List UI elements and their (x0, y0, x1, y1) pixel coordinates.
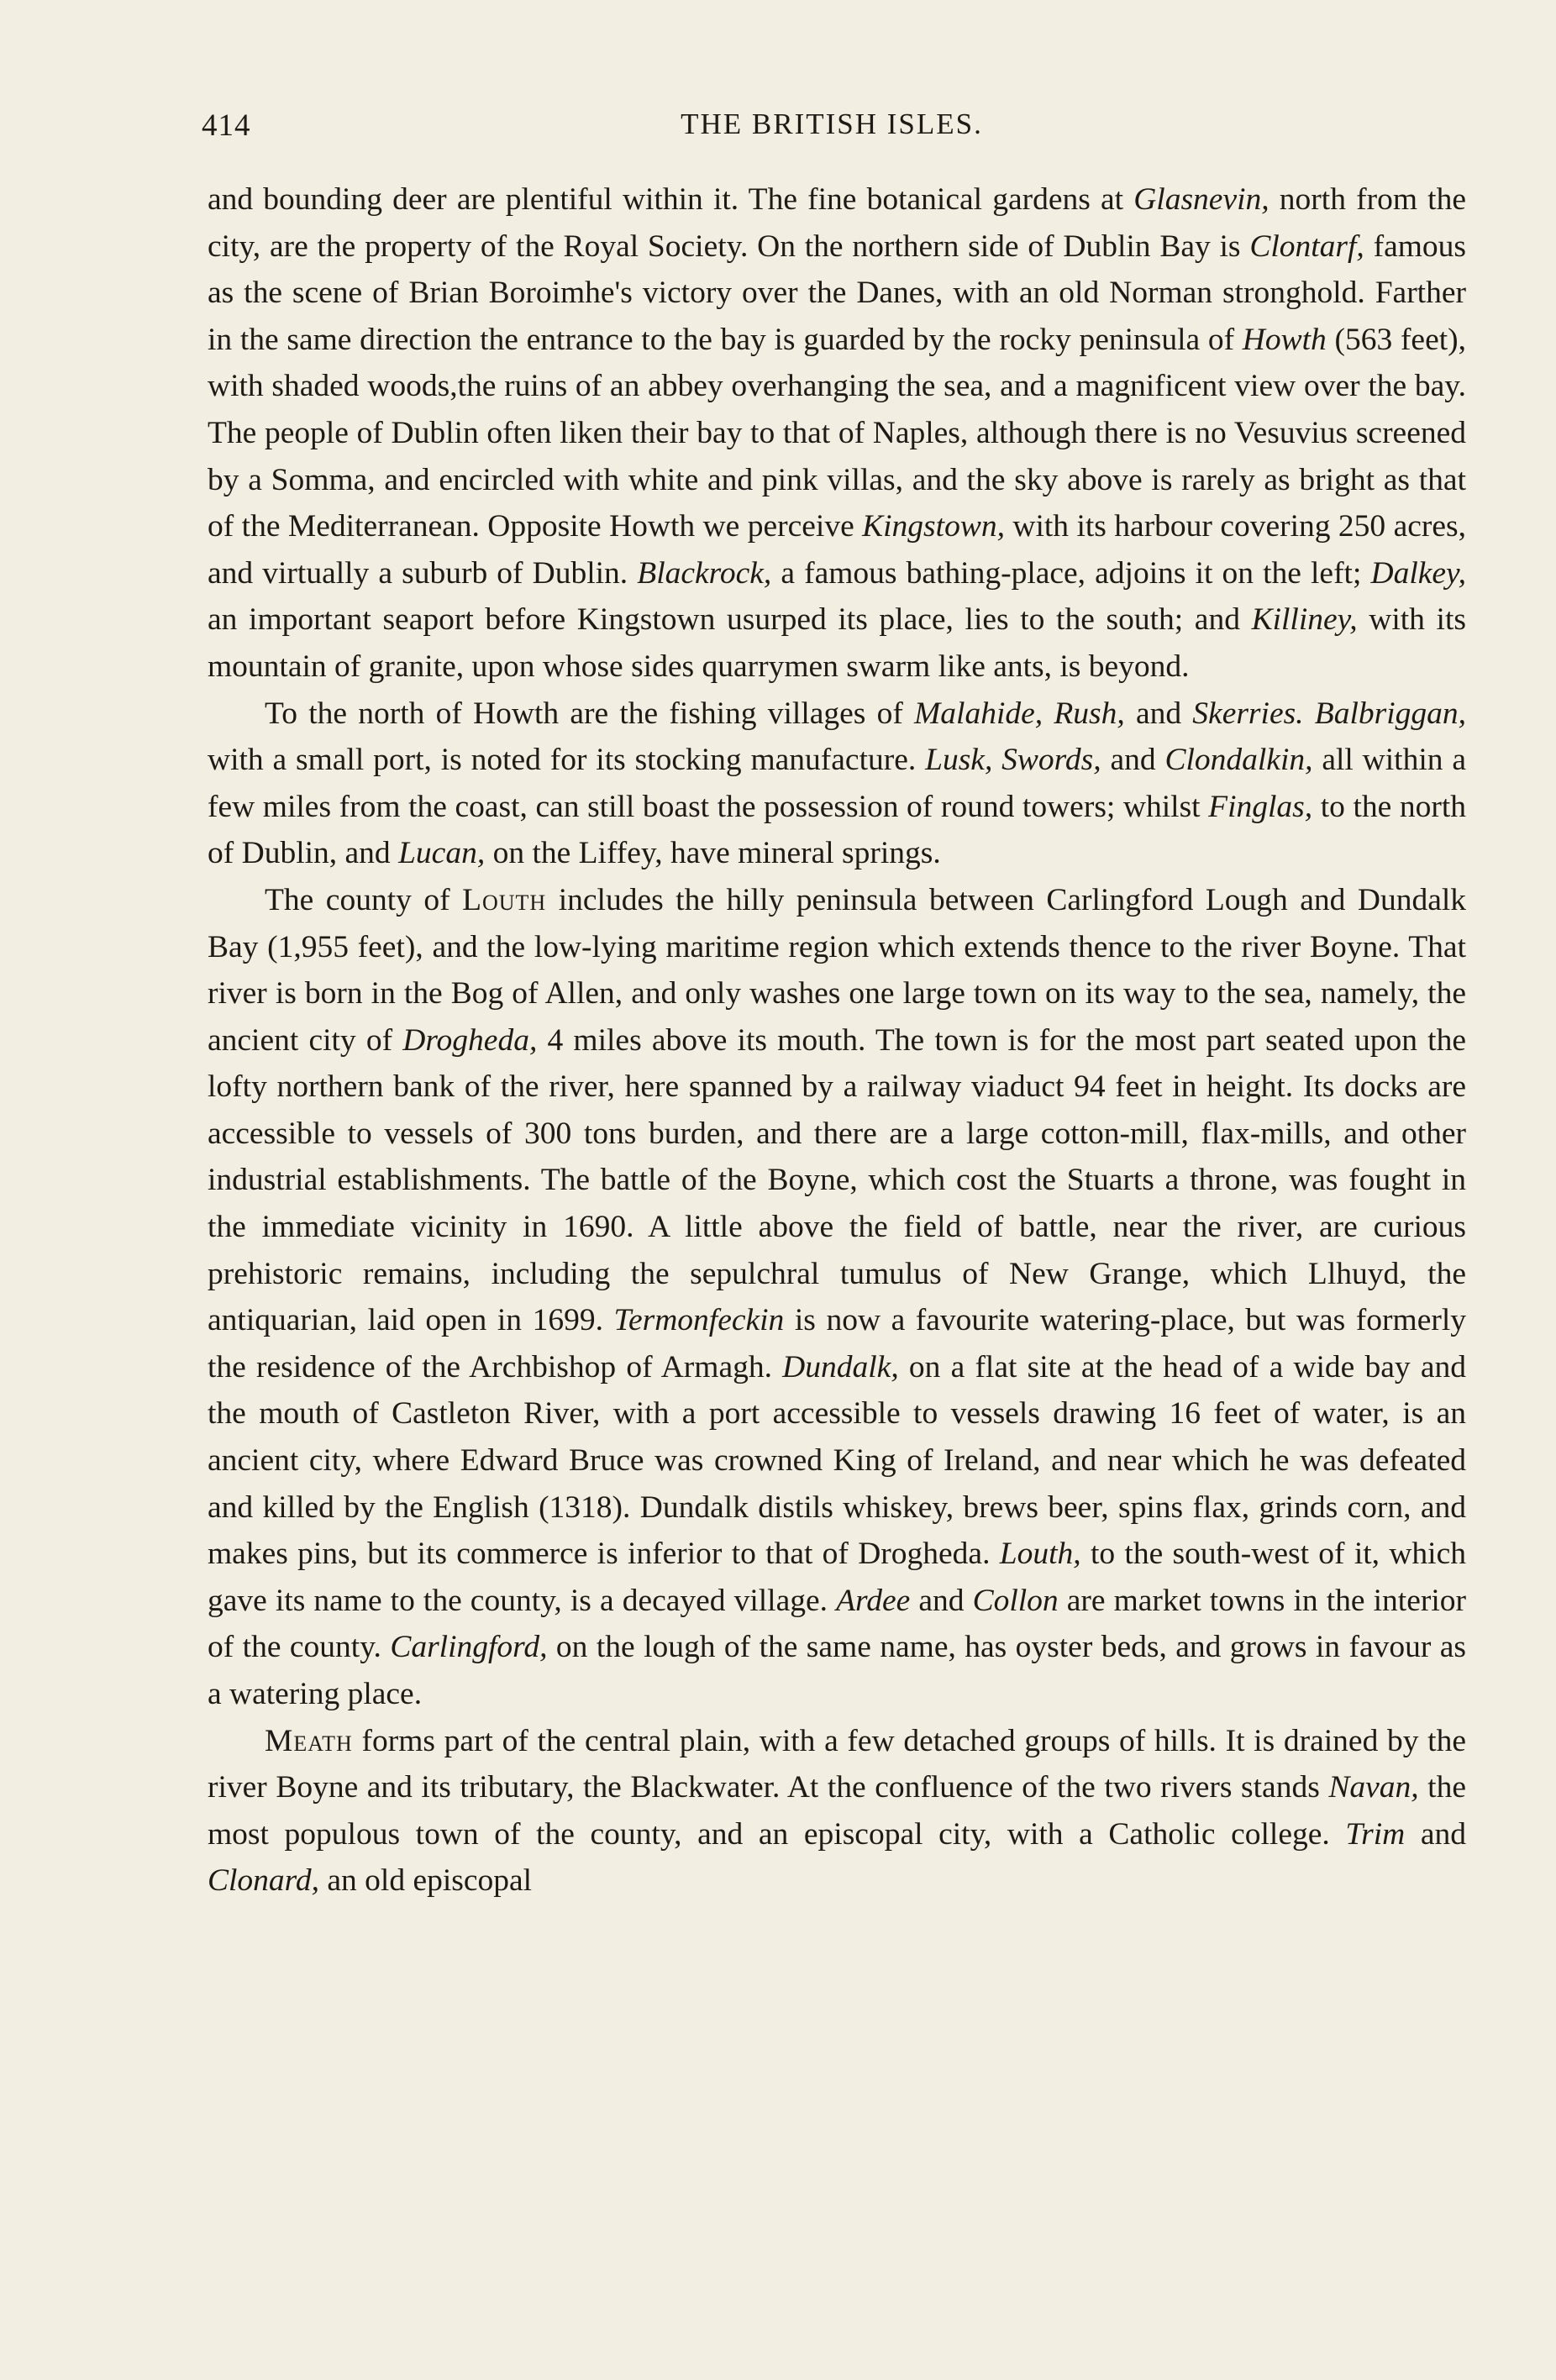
text-run: forms part of the central plain, with a few detached groups of hills. It is drained by the river Boyne and its tributary, the Blackwater. At the confluence of the two rivers stands (208, 1723, 1466, 1805)
text-run: The county of (265, 882, 463, 917)
text-run: famous as the scene of Brian Boroimhe's victory over the Danes, with an old Norman stronghold. Farther in the same direction the entrance to the bay is guarded by the rocky peninsula of (208, 229, 1466, 357)
text-run: to the south-west of it, which gave its name to the county, is a decayed village. (208, 1537, 1466, 1618)
text-run (1304, 696, 1315, 731)
text-run: and bounding deer are plentiful within it. The fine botanical gardens at (208, 182, 1134, 217)
text-run: includes the hilly peninsula between Carlingford Lough and Dundalk Bay (1,955 feet), and the low-lying maritime region which extends thence to the river Boyne. That river is born in the Bog of Allen, and only washes one large town on its way to the sea, namely, the ancient city of (208, 882, 1467, 1058)
county-name-small-caps: Meath (265, 1723, 353, 1758)
paragraph-dublin-bay (208, 176, 1466, 691)
italic-place-name: Clondalkin, (1164, 743, 1313, 778)
italic-place-name: Clonard, (208, 1863, 320, 1899)
text-run: north from the city, are the property of the Royal Society. On the northern side of Dublin Bay is (208, 182, 1466, 264)
text-run: and (1101, 743, 1165, 778)
italic-place-name: Carlingford, (390, 1630, 548, 1665)
italic-place-name: Finglas, (1208, 789, 1313, 824)
text-run: on the lough of the same name, has oyster beds, and grows in favour as a watering place. (208, 1630, 1466, 1711)
italic-place-name: Louth, (999, 1537, 1081, 1572)
text-run: on the Liffey, have mineral springs. (485, 836, 941, 871)
text-run: an old episcopal (319, 1863, 533, 1899)
italic-place-name: Ardee (836, 1583, 911, 1618)
text-run: and (1405, 1816, 1466, 1852)
paragraph-meath (208, 1718, 1466, 1905)
paragraph-north-of-howth (208, 691, 1466, 877)
page-number: 414 (202, 108, 251, 143)
text-run: and (910, 1583, 973, 1618)
text-run: with a small port, is noted for its stocking manufacture. (208, 743, 926, 778)
italic-place-name: Termonfeckin (613, 1303, 785, 1338)
italic-place-name: Navan, (1328, 1770, 1419, 1805)
italic-place-name: Skerries. (1192, 696, 1304, 731)
italic-place-name: Howth (1242, 322, 1327, 357)
page-header (202, 108, 1462, 150)
italic-place-name: Balbriggan, (1314, 696, 1466, 731)
text-run: is now a favourite watering-place, but was formerly the residence of the Archbishop of Armagh. (208, 1303, 1466, 1384)
text-run: a famous bathing-place, adjoins it on the left; (771, 555, 1371, 591)
text-run: (563 feet), with shaded woods,the ruins of an abbey overhanging the sea, and a magnificent view over the bay. The people of Dublin often liken their bay to that of Naples, although there is no Vesuvius screened by a Somma, and encircled with white and pink villas, and the sky above is rarely as bright as that of the Mediterranean. Opposite Howth we perceive (208, 322, 1466, 544)
italic-place-name: Lusk, Swords, (925, 743, 1101, 778)
italic-place-name: Blackrock, (637, 555, 772, 591)
text-run: an important seaport before Kingstown usurped its place, lies to the south; and (208, 602, 1252, 638)
italic-place-name: Collon (972, 1583, 1059, 1618)
italic-place-name: Glasnevin, (1133, 182, 1270, 217)
text-run: to the north of Dublin, and (208, 789, 1467, 871)
text-run: with its harbour covering 250 acres, and virtually a suburb of Dublin. (208, 509, 1466, 591)
italic-place-name: Killiney, (1251, 602, 1358, 638)
text-run: and (1124, 696, 1193, 731)
italic-place-name: Dalkey, (1370, 555, 1466, 591)
italic-place-name: Lucan, (398, 836, 486, 871)
county-name-small-caps: Louth (462, 882, 547, 917)
text-run: are market towns in the interior of the county. (208, 1583, 1466, 1665)
paragraph-county-louth (208, 877, 1466, 1718)
italic-place-name: Kingstown, (862, 509, 1005, 544)
text-run: with its mountain of granite, upon whose sides quarrymen swarm like ants, is beyond. (208, 602, 1466, 684)
text-run: To the north of Howth are the fishing villages of (265, 696, 915, 731)
running-title: THE BRITISH ISLES. (681, 108, 983, 140)
italic-place-name: Dundalk, (782, 1349, 899, 1384)
text-run: all within a few miles from the coast, can still boast the possession of round towers; whilst (208, 743, 1466, 824)
italic-place-name: Drogheda, (402, 1022, 538, 1058)
text-run: the most populous town of the county, and an episcopal city, with a Catholic college. (208, 1770, 1466, 1852)
italic-place-name: Trim (1345, 1816, 1406, 1852)
italic-place-name: Clontarf, (1249, 229, 1364, 264)
text-run: on a flat site at the head of a wide bay and the mouth of Castleton River, with a port accessible to vessels drawing 16 feet of water, is an ancient city, where Edward Bruce was crowned King of Ireland, and near which he was defeated and killed by the English (1318). Dundalk distils whiskey, brews beer, spins flax, grinds corn, and makes pins, but its commerce is inferior to that of Drogheda. (208, 1349, 1466, 1572)
body-text (208, 176, 1466, 1905)
text-run: 4 miles above its mouth. The town is for the most part seated upon the lofty northern bank of the river, here spanned by a railway viaduct 94 feet in height. Its docks are accessible to vessels of 300 tons burden, and there are a large cotton-mill, flax-mills, and other industrial establishments. The battle of the Boyne, which cost the Stuarts a throne, was fought in the immediate vicinity in 1690. A little above the field of battle, near the river, are curious prehistoric remains, including the sepulchral tumulus of New Grange, which Llhuyd, the antiquarian, laid open in 1699. (208, 1022, 1466, 1338)
italic-place-name: Malahide, Rush, (914, 696, 1125, 731)
